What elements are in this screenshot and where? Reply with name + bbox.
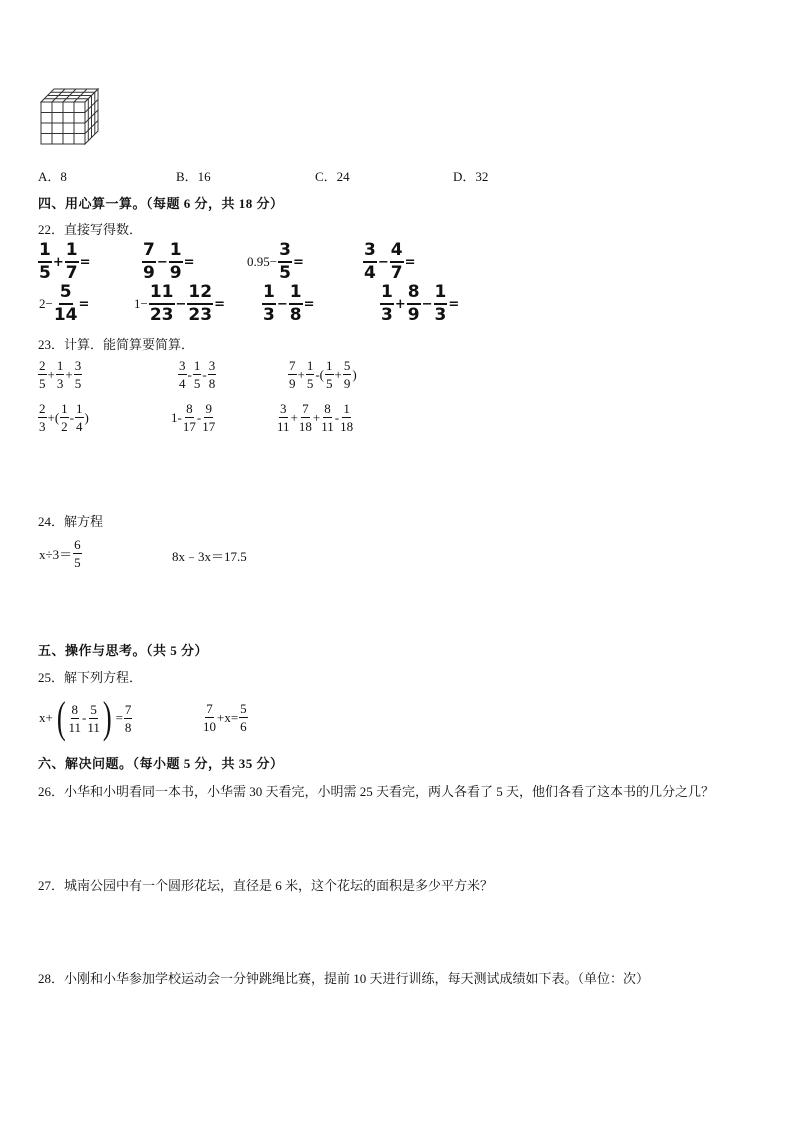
section-5-heading: 五、操作与思考。（共 5 分） xyxy=(38,643,209,658)
q24-eq-2: 8x﹣3x＝17.5 xyxy=(172,549,247,564)
q23-expr-3: $\frac{7}{9}$ + $\frac{1}{5}$ -( $\frac{1}{5}$ + $\frac{5}{9}$ ) xyxy=(289,358,357,391)
q23-expr-6: $\frac{3}{11}$ + $\frac{7}{18}$ + $\frac{8}{11}$ - $\frac{1}{18}$ xyxy=(277,401,354,434)
q23-expr-1: $\frac{2}{5}$ + $\frac{1}{3}$ + $\frac{3}{5}$ xyxy=(39,358,82,391)
q23-title: 23．计算．能简算要简算． xyxy=(38,337,195,352)
section-6-heading: 六、解决问题。（每小题 5 分，共 35 分） xyxy=(38,756,284,771)
q25-eq-1: x+ ( $\frac{8}{11}$ - $\frac{5}{11}$ ) = $\frac{7}{8}$ xyxy=(39,693,132,742)
q24-title: 24．解方程 xyxy=(38,514,104,529)
option-a[interactable]: A．8 xyxy=(38,169,67,184)
option-d[interactable]: D．32 xyxy=(453,169,489,184)
q23-expr-2: $\frac{3}{4}$ - $\frac{1}{5}$ - $\frac{3}{8}$ xyxy=(179,358,216,391)
q22-expr-1: $\frac{1}{5}$ + $\frac{1}{7}$ = xyxy=(39,240,91,283)
q23-expr-5: 1- $\frac{8}{17}$ - $\frac{9}{17}$ xyxy=(171,401,216,434)
cube-figure xyxy=(40,88,104,146)
q26-text: 26．小华和小明看同一本书，小华需 30 天看完，小明需 25 天看完，两人各看了 5 天，他们各看了这本书的几分之几？ xyxy=(38,784,715,799)
option-b[interactable]: B．16 xyxy=(176,169,211,184)
option-c[interactable]: C．24 xyxy=(315,169,350,184)
q22-expr-3: 0.95− $\frac{3}{5}$ = xyxy=(247,240,304,283)
q24-eq-1: x÷3＝ $\frac{6}{5}$ xyxy=(39,537,81,570)
q25-title: 25．解下列方程． xyxy=(38,670,143,685)
q22-title: 22．直接写得数． xyxy=(38,222,143,237)
q22-expr-6: 1− $\frac{11}{23}$ − $\frac{12}{23}$ = xyxy=(134,282,225,325)
q22-expr-7: $\frac{1}{3}$ − $\frac{1}{8}$ = xyxy=(263,282,315,325)
q25-eq-2: $\frac{7}{10}$ +x= $\frac{5}{6}$ xyxy=(203,701,247,734)
q27-text: 27．城南公园中有一个圆形花坛，直径是 6 米，这个花坛的面积是多少平方米？ xyxy=(38,878,494,893)
q23-expr-4: $\frac{2}{3}$ +( $\frac{1}{2}$ - $\frac{1}{4}$ ) xyxy=(39,401,89,434)
q22-expr-2: $\frac{7}{9}$ − $\frac{1}{9}$ = xyxy=(143,240,195,283)
section-4-heading: 四、用心算一算。（每题 6 分，共 18 分） xyxy=(38,196,284,211)
q22-expr-8: $\frac{1}{3}$ + $\frac{8}{9}$ − $\frac{1}{3}$ = xyxy=(381,282,460,325)
q22-expr-5: 2− $\frac{5}{14}$ = xyxy=(39,282,90,325)
q28-text: 28．小刚和小华参加学校运动会一分钟跳绳比赛，提前 10 天进行训练，每天测试成绩如下表。（单位：次） xyxy=(38,971,650,986)
q22-expr-4: $\frac{3}{4}$ − $\frac{4}{7}$ = xyxy=(364,240,416,283)
